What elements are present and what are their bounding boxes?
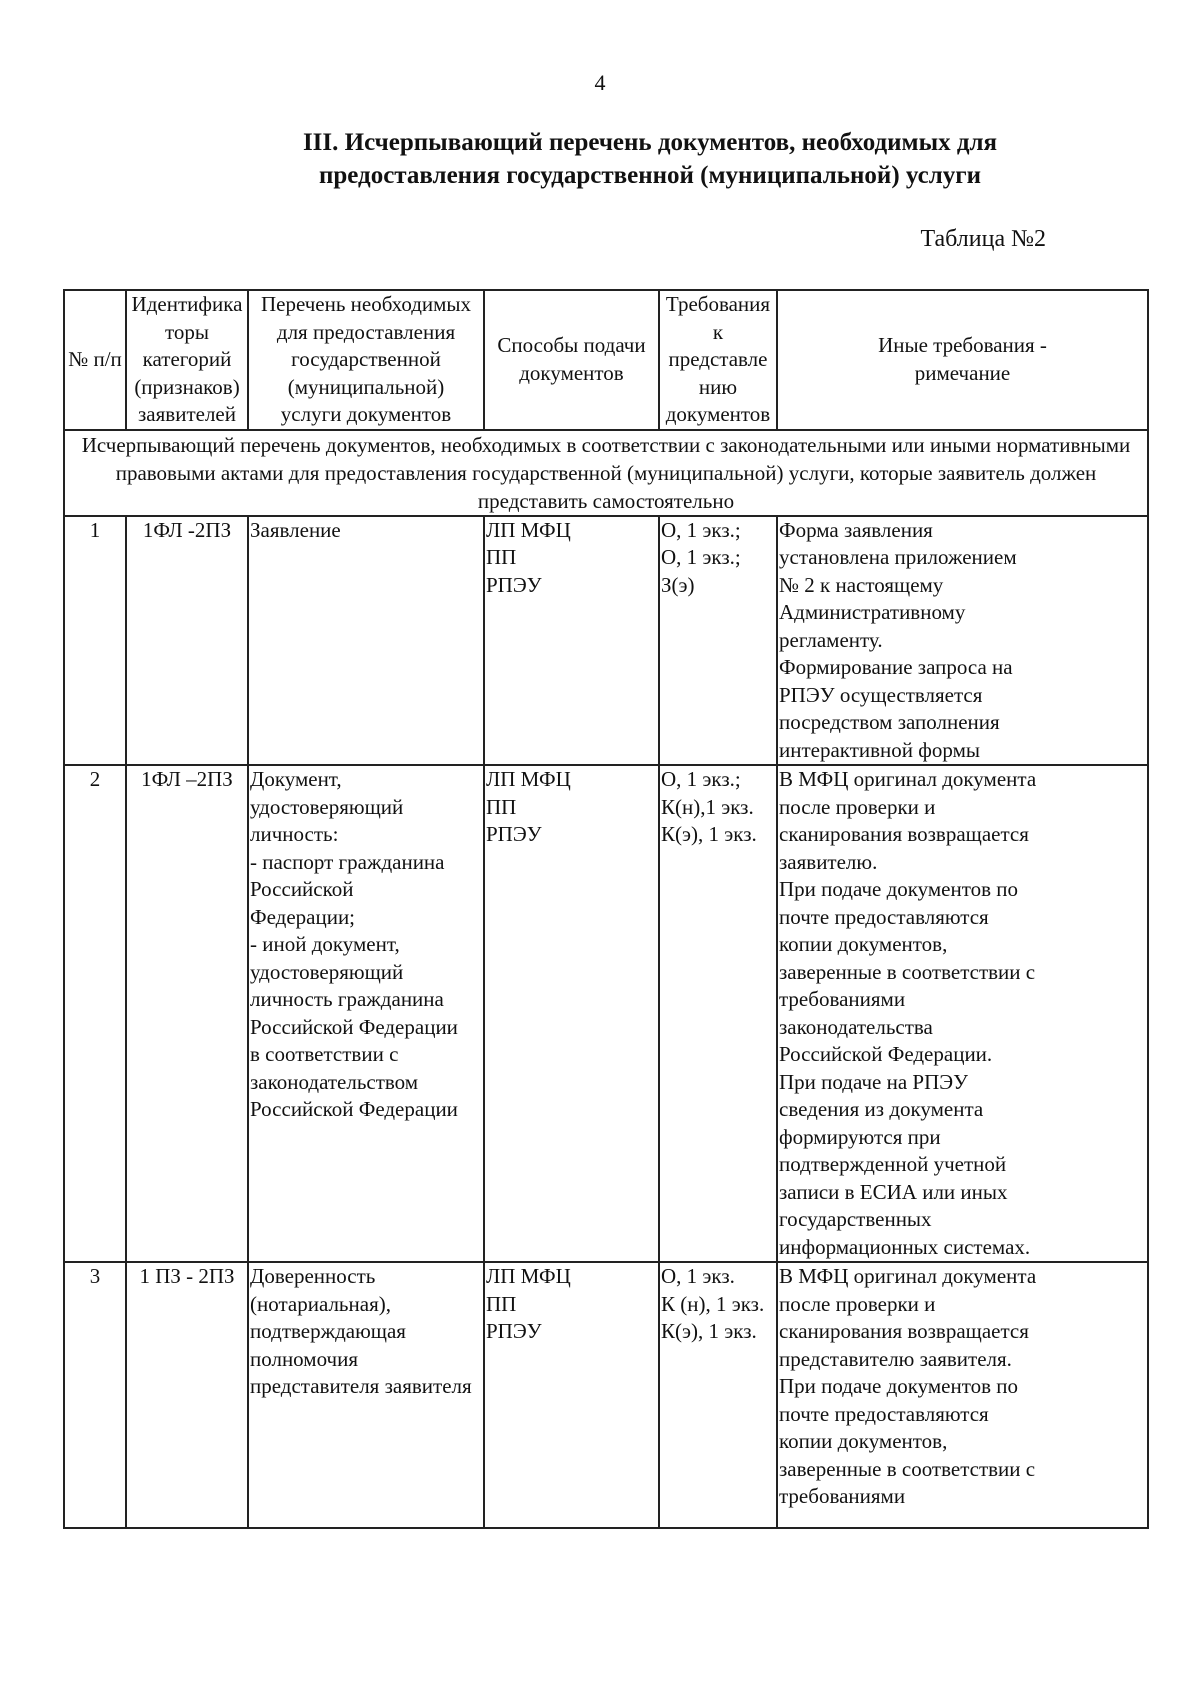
documents-table xyxy=(63,289,1149,1529)
header-requirements: Требования к представле нию документов xyxy=(659,290,777,430)
row-number: 3 xyxy=(64,1262,126,1528)
header-number: № п/п xyxy=(64,290,126,430)
table-header-row xyxy=(64,290,1148,430)
section-heading xyxy=(120,126,1180,192)
row-applicant-id: 1 ПЗ - 2ПЗ xyxy=(126,1262,248,1528)
page-number: 4 xyxy=(594,70,606,95)
section-title: Исчерпывающий перечень документов, необходимых в соответствии с законодательными или иными нормативными правовыми актами для предоставления государственной (муниципальной) услуги, которые заявитель должен представить самостоятельно xyxy=(64,430,1148,516)
row-number: 2 xyxy=(64,765,126,1262)
header-notes: Иные требования - римечание xyxy=(777,290,1148,430)
section-row xyxy=(64,430,1148,516)
row-notes: В МФЦ оригинал документа после проверки и сканирования возвращается представителю заявителя. При подаче документов по почте предоставляются копии документов, заверенные в соответствии с требованиями xyxy=(777,1262,1148,1528)
table-row xyxy=(64,516,1148,766)
row-notes: В МФЦ оригинал документа после проверки и сканирования возвращается заявителю. При подаче документов по почте предоставляются копии документов, заверенные в соответствии с требованиями законодательства Российской Федерации. При подаче на РПЭУ сведения из документа формируются при подтвержденной учетной записи в ЕСИА или иных государственных информационных системах. xyxy=(777,765,1148,1262)
row-methods: ЛП МФЦ ПП РПЭУ xyxy=(484,516,659,766)
header-document-list: Перечень необходимых для предоставления государственной (муниципальной) услуги документов xyxy=(248,290,484,430)
table-caption: Таблица №2 xyxy=(920,226,1046,252)
heading-line-1: III. Исчерпывающий перечень документов, необходимых для xyxy=(302,129,998,156)
row-methods: ЛП МФЦ ПП РПЭУ xyxy=(484,765,659,1262)
header-submission-methods: Способы подачи документов xyxy=(484,290,659,430)
row-requirements: О, 1 экз. К (н), 1 экз. К(э), 1 экз. xyxy=(659,1262,777,1528)
row-document: Заявление xyxy=(248,516,484,766)
row-applicant-id: 1ФЛ –2ПЗ xyxy=(126,765,248,1262)
row-document: Документ, удостоверяющий личность: - паспорт гражданина Российской Федерации; - иной документ, удостоверяющий личность гражданина Российской Федерации в соответствии с законодательством Российской Федерации xyxy=(248,765,484,1262)
table-row xyxy=(64,1262,1148,1528)
row-number: 1 xyxy=(64,516,126,766)
row-document: Доверенность (нотариальная), подтверждающая полномочия представителя заявителя xyxy=(248,1262,484,1528)
header-applicant-category: Идентифика торы категорий (признаков) заявителей xyxy=(126,290,248,430)
row-methods: ЛП МФЦ ПП РПЭУ xyxy=(484,1262,659,1528)
row-notes: Форма заявления установлена приложением № 2 к настоящему Административному регламенту. Формирование запроса на РПЭУ осуществляется посредством заполнения интерактивной формы xyxy=(777,516,1148,766)
heading-line-2: предоставления государственной (муниципальной) услуги xyxy=(318,162,982,189)
row-requirements: О, 1 экз.; К(н),1 экз. К(э), 1 экз. xyxy=(659,765,777,1262)
table-row xyxy=(64,765,1148,1262)
row-applicant-id: 1ФЛ -2ПЗ xyxy=(126,516,248,766)
row-requirements: О, 1 экз.; О, 1 экз.; З(э) xyxy=(659,516,777,766)
